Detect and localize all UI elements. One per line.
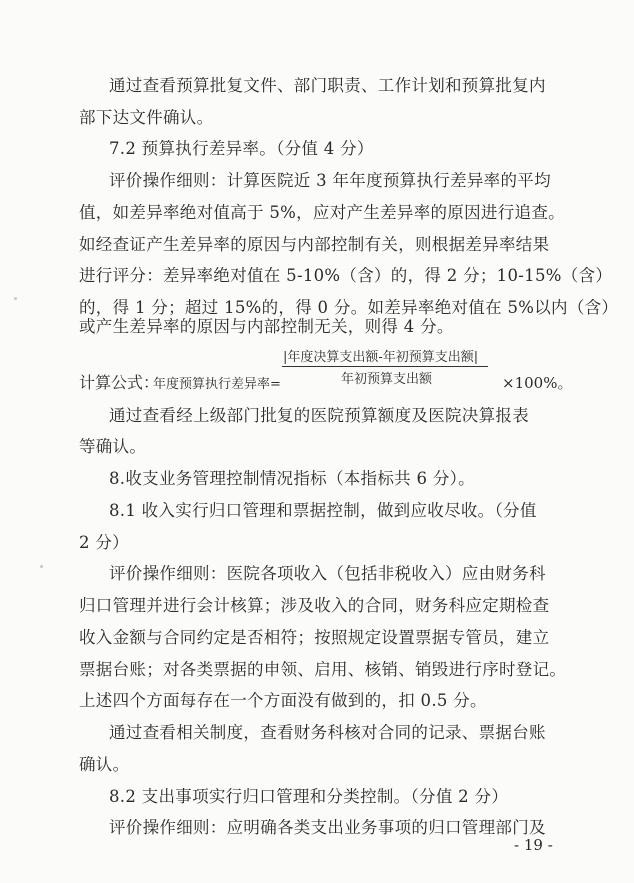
- fraction-bar: [282, 366, 488, 367]
- page-number: - 19 -: [514, 836, 553, 854]
- formula-name: 年度预算执行差异率=: [153, 377, 281, 392]
- section-heading: 8.1 收入实行归口管理和票据控制，做到应收尽收。（分值: [109, 501, 537, 520]
- paragraph-line: 值，如差异率绝对值高于 5%，应对产生差异率的原因进行追查。: [79, 203, 565, 222]
- paragraph-line: 归口管理并进行会计核算；涉及收入的合同，财务科应定期检查: [79, 596, 550, 615]
- formula-numerator: |年度决算支出额-年初预算支出额|: [283, 350, 479, 365]
- paragraph-line: 2 分）: [79, 533, 129, 552]
- scan-speck: [40, 565, 43, 568]
- paragraph-line: 部下达文件确认。: [79, 108, 214, 127]
- section-heading: 7.2 预算执行差异率。（分值 4 分）: [109, 139, 374, 158]
- formula-denominator: 年初预算支出额: [341, 372, 433, 387]
- paragraph-line: 如经查证产生差异率的原因与内部控制有关，则根据差异率结果: [79, 235, 550, 254]
- paragraph-line: 评价操作细则：医院各项收入（包括非税收入）应由财务科: [109, 564, 546, 583]
- scan-speck: [14, 297, 17, 300]
- paragraph-line: 通过查看经上级部门批复的医院预算额度及医院决算报表: [109, 406, 529, 425]
- paragraph-line: 或产生差异率的原因与内部控制无关，则得 4 分。: [79, 317, 454, 336]
- paragraph-line: 通过查看预算批复文件、部门职责、工作计划和预算批复内: [109, 76, 546, 95]
- paragraph-line: 进行评分：差异率绝对值在 5-10%（含）的，得 2 分；10-15%（含）: [79, 266, 613, 285]
- formula-label: 计算公式：: [79, 373, 160, 392]
- formula: [79, 346, 599, 396]
- paragraph-line: 票据台账；对各类票据的申领、启用、核销、销毁进行序时登记。: [79, 660, 567, 679]
- paragraph-line: 确认。: [79, 755, 130, 774]
- paragraph-line: 收入金额与合同约定是否相符；按照规定设置票据专管员，建立: [79, 628, 550, 647]
- paragraph-line: 的，得 1 分；超过 15%的，得 0 分。如差异率绝对值在 5%以内（含）: [79, 298, 619, 317]
- section-heading: 8.2 支出事项实行归口管理和分类控制。（分值 2 分）: [109, 787, 509, 806]
- section-heading: 8.收支业务管理控制情况指标（本指标共 6 分）。: [109, 469, 475, 488]
- paragraph-line: 等确认。: [79, 437, 147, 456]
- formula-multiplier: ×100%。: [502, 374, 573, 392]
- paragraph-line: 上述四个方面每存在一个方面没有做到的，扣 0.5 分。: [79, 691, 487, 710]
- paragraph-line: 评价操作细则：计算医院近 3 年年度预算执行差异率的平均: [109, 171, 551, 190]
- paragraph-line: 评价操作细则：应明确各类支出业务事项的归口管理部门及: [109, 818, 546, 837]
- paragraph-line: 通过查看相关制度，查看财务科核对合同的记录、票据台账: [109, 723, 546, 742]
